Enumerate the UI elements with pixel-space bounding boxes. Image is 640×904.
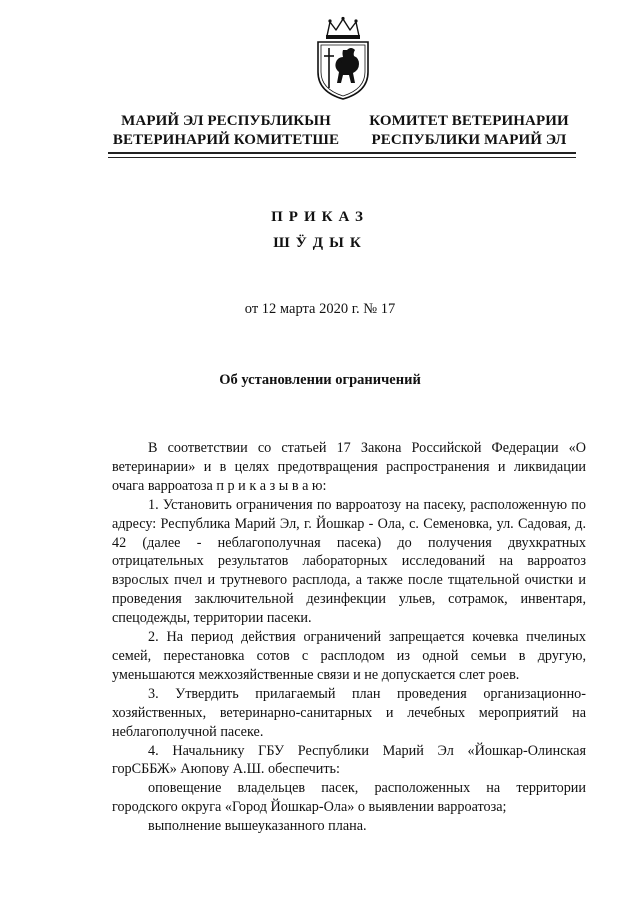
header-left-line-2: ВЕТЕРИНАРИЙ КОМИТЕТШЕ [112,132,340,148]
document-body [112,439,586,836]
header-right [354,112,584,150]
body-paragraph: 2. На период действия ограничений запрещается кочевка пчелиных семей, перестановка сотов с расплодом из одной семьи в другую, уменьшаются межхозяйственные связи и не допускается слет роев. [112,629,586,683]
body-paragraph: выполнение вышеуказанного плана. [148,818,367,835]
header-divider-thin [108,157,576,158]
body-paragraph: 4. Начальнику ГБУ Республики Марий Эл «Йошкар-Олинская горСББЖ» Аюпову А.Ш. обеспечить: [112,742,586,778]
document-date: от 12 марта 2020 г. № 17 [244,301,396,317]
document-subject: Об установлении ограничений [219,372,421,388]
header-left-line-1: МАРИЙ ЭЛ РЕСПУБЛИКЫН [121,113,331,129]
coat-of-arms-icon [314,16,372,100]
header-right-line-1: КОМИТЕТ ВЕТЕРИНАРИИ [369,113,569,129]
body-paragraph: В соответствии со статьей 17 Закона Российской Федерации «О ветеринарии» и в целях предотвращения распространения и ликвидации очага варроатоза п р и к а з ы в а ю: [112,440,586,494]
body-paragraph: 1. Установить ограничения по варроатозу на пасеку, расположенную по адресу: Республика Марий Эл, г. Йошкар - Ола, с. Семеновка, ул. Садовая, д. 42 (далее - неблагополучная пасека) до получения двухкратных отрицательных результатов лабораторных исследований на варроатоз взрослых пчел и трутневого расплода, а также после тщательной очистки и проведения заключительной дезинфекции ульев, сотрамок, инвентаря, спецодежды, территории пасеки. [112,496,586,627]
body-paragraph: 3. Утвердить прилагаемый план проведения организационно-хозяйственных, ветеринарно-санитарных и лечебных мероприятий на неблагополучной пасеке. [112,685,586,740]
document-title-local: ШӰДЫК [273,235,367,251]
body-paragraph: оповещение владельцев пасек, расположенных на территории городского округа «Город Йошкар-Ола» о выявлении варроатоза; [112,780,586,816]
header-left [96,112,356,150]
header-divider-thick [108,152,576,154]
header-right-line-2: РЕСПУБЛИКИ МАРИЙ ЭЛ [371,132,567,148]
document-title: ПРИКАЗ [271,209,369,225]
